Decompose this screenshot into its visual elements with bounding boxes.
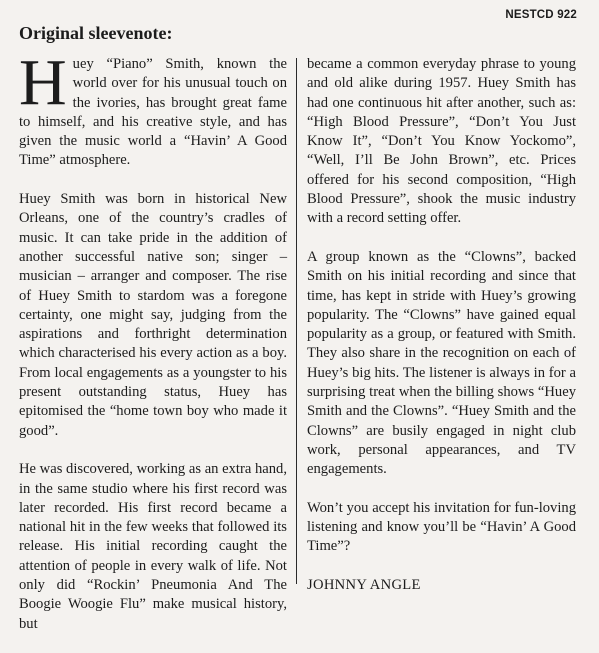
left-column <box>19 46 287 653</box>
column-divider <box>296 58 297 584</box>
paragraph-3: He was discovered, working as an extra hand, in the same studio where his first record was later recorded. His first record became a national hit in the few weeks that followed its release. His initial recording caught the attention of people in every walk of life. Not only did “Rockin’ Pneumonia And The Boogie Woogie Flu” make musical history, but <box>19 461 287 632</box>
author-signature: JOHNNY ANGLE <box>307 577 421 594</box>
paragraph-6: Won’t you accept his invitation for fun-loving listening and know you’ll be “Havin’ A Good Time”? <box>307 499 576 555</box>
paragraph-1 <box>19 46 287 171</box>
page-heading: Original sleevenote: <box>19 23 173 43</box>
drop-cap: H <box>19 46 67 119</box>
catalog-number: NESTCD 922 <box>505 9 577 21</box>
paragraph-1-text: uey “Piano” Smith, known the world over for his unusual touch on the ivories, has brought great fame to himself, and his creative style, and has given the music world a “Havin’ A Good Time” atmosphere. <box>19 56 287 169</box>
paragraph-5: A group known as the “Clowns”, backed Smith on his initial recording and since that time, has kept in stride with Huey’s growing popularity. The “Clowns” have gained equal popularity as a group, or featured with Smith. They also share in the recognition on each of Huey’s big hits. The listener is always in for a surprising treat when the billing shows “Huey Smith and the Clowns”. “Huey Smith and the Clowns” are busily engaged in night club work, personal appearances, and TV engagements. <box>307 248 576 478</box>
paragraph-2: Huey Smith was born in historical New Orleans, one of the country’s cradles of music. It can take pride in the addition of another successful native son; singer – musician – arranger and composer. The rise of Huey Smith to stardom was a foregone certainty, one might say, judging from the aspirations and forthright determination which characterised his every action as a boy. From local engagements as a youngster to his present outstanding status, Huey has epitomised the “home town boy who made it good”. <box>19 191 287 439</box>
paragraph-4: became a common everyday phrase to young and old alike during 1957. Huey Smith has had one continuous hit after another, such as: “High Blood Pressure”, “Don’t You Just Know It”, “Don’t You Know Yockomo”, “Well, I’ll Be John Brown”, etc. Prices offered for his second composition, “High Blood Pressure”, shook the music industry with a record setting offer. <box>307 56 576 227</box>
right-column <box>307 55 576 615</box>
